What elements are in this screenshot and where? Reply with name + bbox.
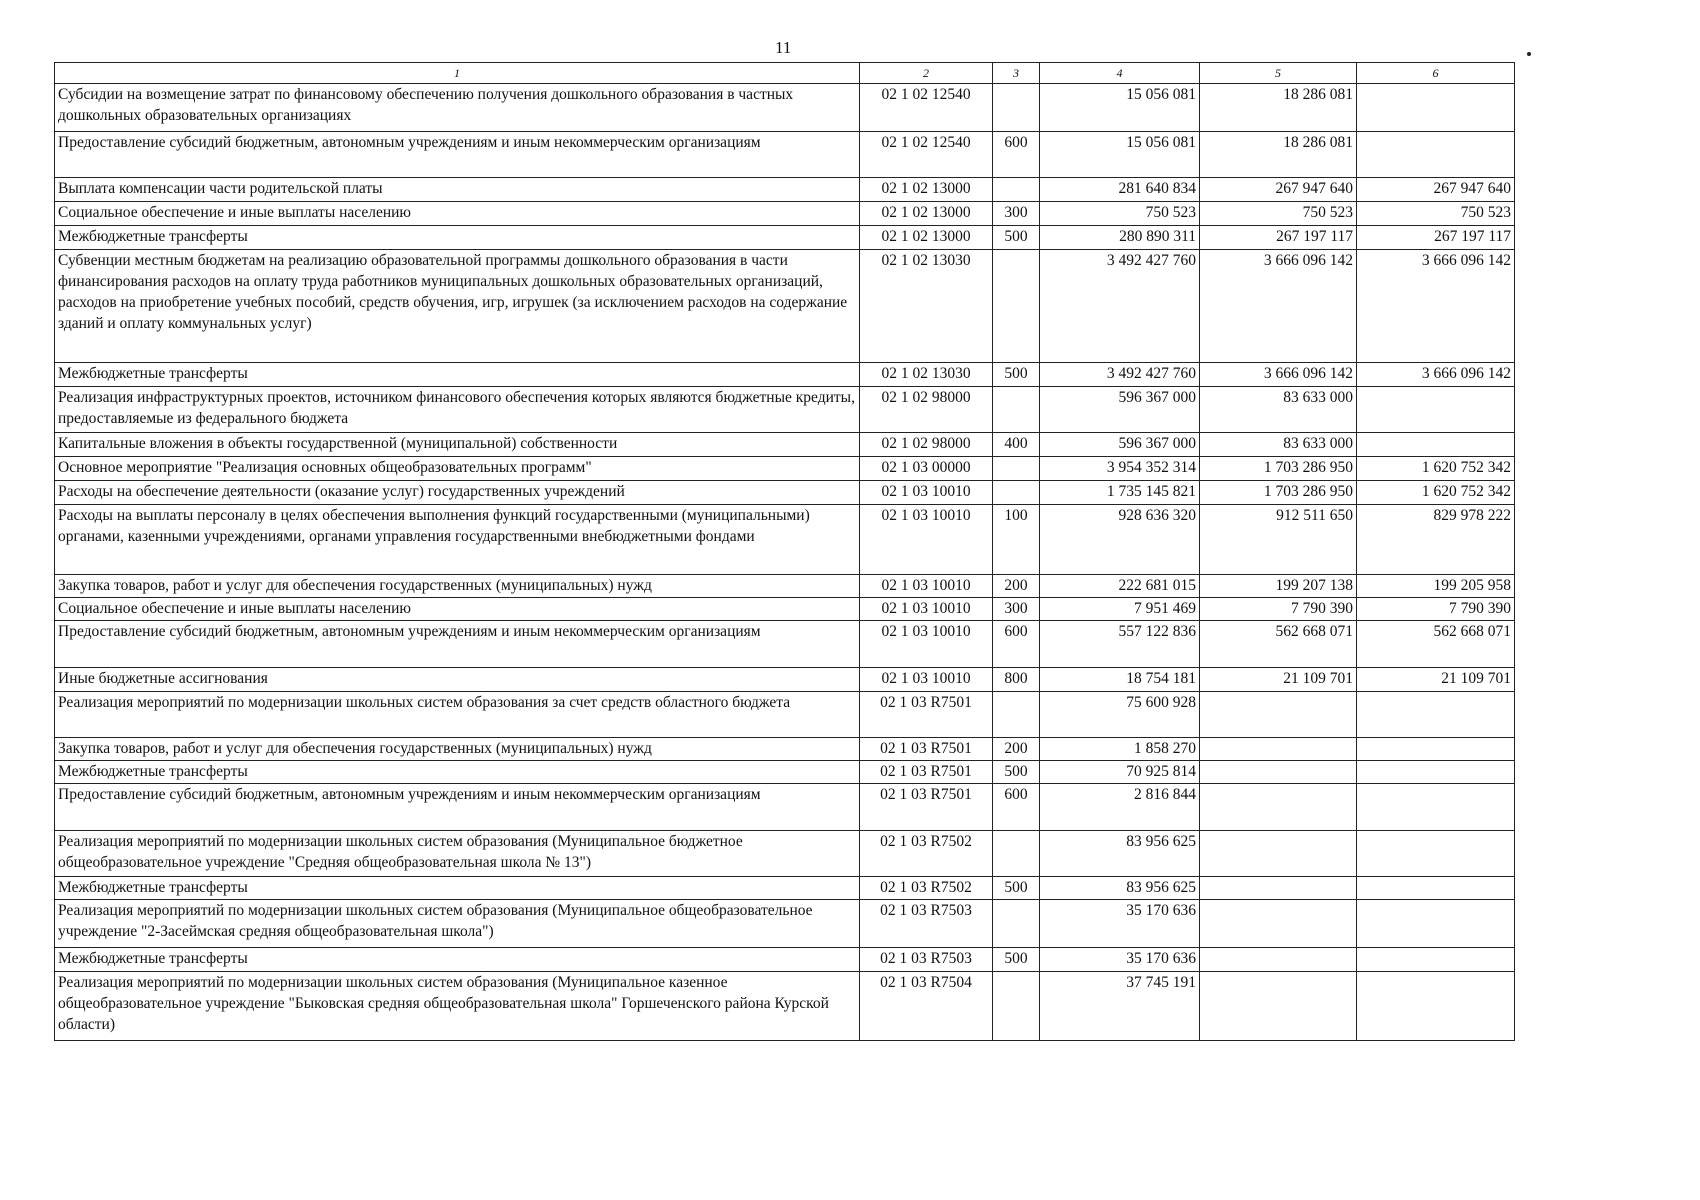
row-amount-col5-cell: 3 666 096 142 [1200, 250, 1357, 363]
row-amount-col5-cell: 267 947 640 [1200, 178, 1357, 202]
row-amount-col5-cell: 1 703 286 950 [1200, 481, 1357, 505]
row-amount-col4-cell: 222 681 015 [1040, 575, 1200, 598]
row-amount-col5-cell: 912 511 650 [1200, 505, 1357, 575]
row-code-cell: 02 1 03 R7502 [860, 877, 993, 900]
row-code-cell: 02 1 03 10010 [860, 598, 993, 621]
row-amount-col5-cell: 21 109 701 [1200, 668, 1357, 692]
row-code-cell: 02 1 03 00000 [860, 457, 993, 481]
row-expense-type-cell [993, 831, 1040, 877]
row-expense-type-cell: 600 [993, 621, 1040, 668]
row-amount-col5-cell: 1 703 286 950 [1200, 457, 1357, 481]
row-amount-col6-cell: 829 978 222 [1357, 505, 1515, 575]
row-code-cell: 02 1 02 12540 [860, 132, 993, 178]
row-amount-col6-cell [1357, 948, 1515, 972]
row-amount-col4-cell: 928 636 320 [1040, 505, 1200, 575]
row-amount-col4-cell: 1 858 270 [1040, 738, 1200, 761]
row-expense-type-cell [993, 84, 1040, 132]
row-expense-type-cell: 800 [993, 668, 1040, 692]
row-amount-col5-cell [1200, 761, 1357, 784]
row-amount-col6-cell: 21 109 701 [1357, 668, 1515, 692]
row-name-cell: Основное мероприятие "Реализация основных общеобразовательных программ" [55, 457, 860, 481]
table-row [55, 621, 1515, 668]
row-amount-col5-cell: 562 668 071 [1200, 621, 1357, 668]
row-amount-col4-cell: 3 954 352 314 [1040, 457, 1200, 481]
row-amount-col6-cell [1357, 784, 1515, 831]
row-expense-type-cell [993, 972, 1040, 1041]
table-row [55, 668, 1515, 692]
header-row [55, 63, 1515, 84]
row-amount-col6-cell: 1 620 752 342 [1357, 481, 1515, 505]
row-name-cell: Расходы на выплаты персоналу в целях обеспечения выполнения функций государственными (муниципальными) органами, казенными учреждениями, органами управления государственными внебюджетными фондами [55, 505, 860, 575]
row-expense-type-cell: 500 [993, 363, 1040, 387]
col-header-2: 2 [860, 63, 993, 84]
row-amount-col6-cell [1357, 761, 1515, 784]
scan-speck [1527, 52, 1531, 56]
row-expense-type-cell: 500 [993, 877, 1040, 900]
row-amount-col6-cell: 267 947 640 [1357, 178, 1515, 202]
row-expense-type-cell [993, 457, 1040, 481]
row-amount-col5-cell [1200, 692, 1357, 738]
row-expense-type-cell [993, 481, 1040, 505]
row-amount-col6-cell [1357, 972, 1515, 1041]
table-row [55, 178, 1515, 202]
row-amount-col4-cell: 75 600 928 [1040, 692, 1200, 738]
row-expense-type-cell: 200 [993, 738, 1040, 761]
row-name-cell: Реализация мероприятий по модернизации школьных систем образования (Муниципальное казенное общеобразовательное учреждение "Быковская средняя общеобразовательная школа" Горшеченского района Курской области) [55, 972, 860, 1041]
row-amount-col4-cell: 750 523 [1040, 202, 1200, 226]
row-name-cell: Социальное обеспечение и иные выплаты населению [55, 598, 860, 621]
row-amount-col6-cell: 1 620 752 342 [1357, 457, 1515, 481]
row-amount-col5-cell: 83 633 000 [1200, 387, 1357, 433]
row-amount-col4-cell: 3 492 427 760 [1040, 363, 1200, 387]
row-expense-type-cell [993, 178, 1040, 202]
row-name-cell: Межбюджетные трансферты [55, 363, 860, 387]
row-amount-col6-cell [1357, 692, 1515, 738]
row-amount-col6-cell [1357, 900, 1515, 948]
row-amount-col5-cell: 267 197 117 [1200, 226, 1357, 250]
row-amount-col4-cell: 18 754 181 [1040, 668, 1200, 692]
row-amount-col6-cell [1357, 387, 1515, 433]
table-row [55, 84, 1515, 132]
row-expense-type-cell: 500 [993, 948, 1040, 972]
row-amount-col5-cell: 18 286 081 [1200, 84, 1357, 132]
row-amount-col6-cell: 562 668 071 [1357, 621, 1515, 668]
table-row [55, 505, 1515, 575]
row-name-cell: Субвенции местным бюджетам на реализацию образовательной программы дошкольного образования в части финансирования расходов на оплату труда работников муниципальных дошкольных образовательных организаций, расходов на приобретение учебных пособий, средств обучения, игр, игрушек (за исключением расходов на содержание зданий и оплату коммунальных услуг) [55, 250, 860, 363]
row-amount-col4-cell: 2 816 844 [1040, 784, 1200, 831]
table-row [55, 738, 1515, 761]
row-name-cell: Капитальные вложения в объекты государственной (муниципальной) собственности [55, 433, 860, 457]
row-amount-col5-cell: 7 790 390 [1200, 598, 1357, 621]
table-body [55, 84, 1515, 1041]
row-amount-col4-cell: 83 956 625 [1040, 831, 1200, 877]
row-code-cell: 02 1 02 98000 [860, 433, 993, 457]
row-name-cell: Закупка товаров, работ и услуг для обеспечения государственных (муниципальных) нужд [55, 575, 860, 598]
row-amount-col5-cell [1200, 738, 1357, 761]
row-amount-col4-cell: 35 170 636 [1040, 948, 1200, 972]
row-code-cell: 02 1 03 R7504 [860, 972, 993, 1041]
table-row [55, 598, 1515, 621]
row-name-cell: Социальное обеспечение и иные выплаты населению [55, 202, 860, 226]
row-name-cell: Предоставление субсидий бюджетным, автономным учреждениям и иным некоммерческим организациям [55, 621, 860, 668]
row-code-cell: 02 1 02 13030 [860, 363, 993, 387]
row-amount-col6-cell [1357, 132, 1515, 178]
row-amount-col6-cell: 3 666 096 142 [1357, 363, 1515, 387]
row-expense-type-cell: 200 [993, 575, 1040, 598]
row-name-cell: Предоставление субсидий бюджетным, автономным учреждениям и иным некоммерческим организациям [55, 784, 860, 831]
row-amount-col4-cell: 281 640 834 [1040, 178, 1200, 202]
row-amount-col5-cell: 83 633 000 [1200, 433, 1357, 457]
table-row [55, 226, 1515, 250]
row-amount-col4-cell: 596 367 000 [1040, 433, 1200, 457]
row-amount-col4-cell: 83 956 625 [1040, 877, 1200, 900]
row-expense-type-cell: 100 [993, 505, 1040, 575]
row-amount-col6-cell [1357, 877, 1515, 900]
row-expense-type-cell: 600 [993, 784, 1040, 831]
row-name-cell: Субсидии на возмещение затрат по финансовому обеспечению получения дошкольного образования в частных дошкольных образовательных организациях [55, 84, 860, 132]
row-name-cell: Межбюджетные трансферты [55, 226, 860, 250]
row-expense-type-cell [993, 250, 1040, 363]
table-row [55, 972, 1515, 1041]
row-amount-col4-cell: 70 925 814 [1040, 761, 1200, 784]
table-row [55, 132, 1515, 178]
col-header-5: 5 [1200, 63, 1357, 84]
row-code-cell: 02 1 02 12540 [860, 84, 993, 132]
col-header-1: 1 [55, 63, 860, 84]
row-amount-col4-cell: 3 492 427 760 [1040, 250, 1200, 363]
row-name-cell: Иные бюджетные ассигнования [55, 668, 860, 692]
budget-table [54, 62, 1515, 1041]
table-row [55, 575, 1515, 598]
row-code-cell: 02 1 03 R7503 [860, 900, 993, 948]
table-row [55, 363, 1515, 387]
row-code-cell: 02 1 02 13000 [860, 202, 993, 226]
row-name-cell: Реализация инфраструктурных проектов, источником финансового обеспечения которых являются бюджетные кредиты, предоставляемые из федерального бюджета [55, 387, 860, 433]
row-code-cell: 02 1 03 R7503 [860, 948, 993, 972]
col-header-3: 3 [993, 63, 1040, 84]
row-amount-col6-cell [1357, 738, 1515, 761]
table-row [55, 250, 1515, 363]
row-code-cell: 02 1 02 98000 [860, 387, 993, 433]
row-name-cell: Расходы на обеспечение деятельности (оказание услуг) государственных учреждений [55, 481, 860, 505]
row-amount-col4-cell: 15 056 081 [1040, 84, 1200, 132]
row-amount-col4-cell: 7 951 469 [1040, 598, 1200, 621]
row-code-cell: 02 1 03 10010 [860, 668, 993, 692]
row-name-cell: Закупка товаров, работ и услуг для обеспечения государственных (муниципальных) нужд [55, 738, 860, 761]
row-amount-col4-cell: 1 735 145 821 [1040, 481, 1200, 505]
row-expense-type-cell [993, 387, 1040, 433]
row-amount-col5-cell: 750 523 [1200, 202, 1357, 226]
row-name-cell: Реализация мероприятий по модернизации школьных систем образования за счет средств областного бюджета [55, 692, 860, 738]
table-row [55, 761, 1515, 784]
table-row [55, 784, 1515, 831]
row-expense-type-cell: 300 [993, 202, 1040, 226]
table-row [55, 692, 1515, 738]
row-name-cell: Межбюджетные трансферты [55, 877, 860, 900]
row-expense-type-cell [993, 900, 1040, 948]
row-name-cell: Межбюджетные трансферты [55, 948, 860, 972]
row-amount-col5-cell [1200, 877, 1357, 900]
table-row [55, 433, 1515, 457]
row-name-cell: Реализация мероприятий по модернизации школьных систем образования (Муниципальное общеобразовательное учреждение "2-Засеймская средняя общеобразовательная школа") [55, 900, 860, 948]
row-amount-col4-cell: 35 170 636 [1040, 900, 1200, 948]
row-amount-col6-cell [1357, 433, 1515, 457]
row-code-cell: 02 1 03 10010 [860, 481, 993, 505]
page-number: 11 [775, 38, 792, 57]
row-name-cell: Реализация мероприятий по модернизации школьных систем образования (Муниципальное бюджетное общеобразовательное учреждение "Средняя общеобразовательная школа № 13") [55, 831, 860, 877]
row-amount-col5-cell: 18 286 081 [1200, 132, 1357, 178]
row-code-cell: 02 1 03 R7501 [860, 738, 993, 761]
row-amount-col6-cell: 199 205 958 [1357, 575, 1515, 598]
row-amount-col6-cell: 267 197 117 [1357, 226, 1515, 250]
row-amount-col4-cell: 280 890 311 [1040, 226, 1200, 250]
row-code-cell: 02 1 03 R7501 [860, 692, 993, 738]
col-header-6: 6 [1357, 63, 1515, 84]
row-amount-col4-cell: 15 056 081 [1040, 132, 1200, 178]
row-amount-col4-cell: 37 745 191 [1040, 972, 1200, 1041]
row-amount-col5-cell: 3 666 096 142 [1200, 363, 1357, 387]
row-amount-col5-cell [1200, 831, 1357, 877]
table-row [55, 900, 1515, 948]
table-row [55, 202, 1515, 226]
table-row [55, 948, 1515, 972]
row-code-cell: 02 1 02 13000 [860, 178, 993, 202]
row-expense-type-cell: 600 [993, 132, 1040, 178]
table-row [55, 831, 1515, 877]
table-row [55, 387, 1515, 433]
row-code-cell: 02 1 03 10010 [860, 505, 993, 575]
row-code-cell: 02 1 02 13000 [860, 226, 993, 250]
row-amount-col6-cell: 7 790 390 [1357, 598, 1515, 621]
row-expense-type-cell [993, 692, 1040, 738]
row-name-cell: Выплата компенсации части родительской платы [55, 178, 860, 202]
row-expense-type-cell: 400 [993, 433, 1040, 457]
row-amount-col6-cell: 750 523 [1357, 202, 1515, 226]
row-code-cell: 02 1 02 13030 [860, 250, 993, 363]
row-expense-type-cell: 500 [993, 761, 1040, 784]
row-amount-col5-cell [1200, 948, 1357, 972]
table-row [55, 877, 1515, 900]
row-name-cell: Межбюджетные трансферты [55, 761, 860, 784]
row-code-cell: 02 1 03 R7502 [860, 831, 993, 877]
col-header-4: 4 [1040, 63, 1200, 84]
row-expense-type-cell: 500 [993, 226, 1040, 250]
row-code-cell: 02 1 03 R7501 [860, 761, 993, 784]
row-amount-col5-cell: 199 207 138 [1200, 575, 1357, 598]
table-row [55, 481, 1515, 505]
row-amount-col5-cell [1200, 900, 1357, 948]
row-amount-col6-cell: 3 666 096 142 [1357, 250, 1515, 363]
row-expense-type-cell: 300 [993, 598, 1040, 621]
table-row [55, 457, 1515, 481]
row-code-cell: 02 1 03 10010 [860, 621, 993, 668]
row-amount-col6-cell [1357, 831, 1515, 877]
row-amount-col5-cell [1200, 972, 1357, 1041]
row-amount-col5-cell [1200, 784, 1357, 831]
row-amount-col4-cell: 557 122 836 [1040, 621, 1200, 668]
row-code-cell: 02 1 03 R7501 [860, 784, 993, 831]
row-name-cell: Предоставление субсидий бюджетным, автономным учреждениям и иным некоммерческим организациям [55, 132, 860, 178]
row-amount-col4-cell: 596 367 000 [1040, 387, 1200, 433]
row-code-cell: 02 1 03 10010 [860, 575, 993, 598]
row-amount-col6-cell [1357, 84, 1515, 132]
